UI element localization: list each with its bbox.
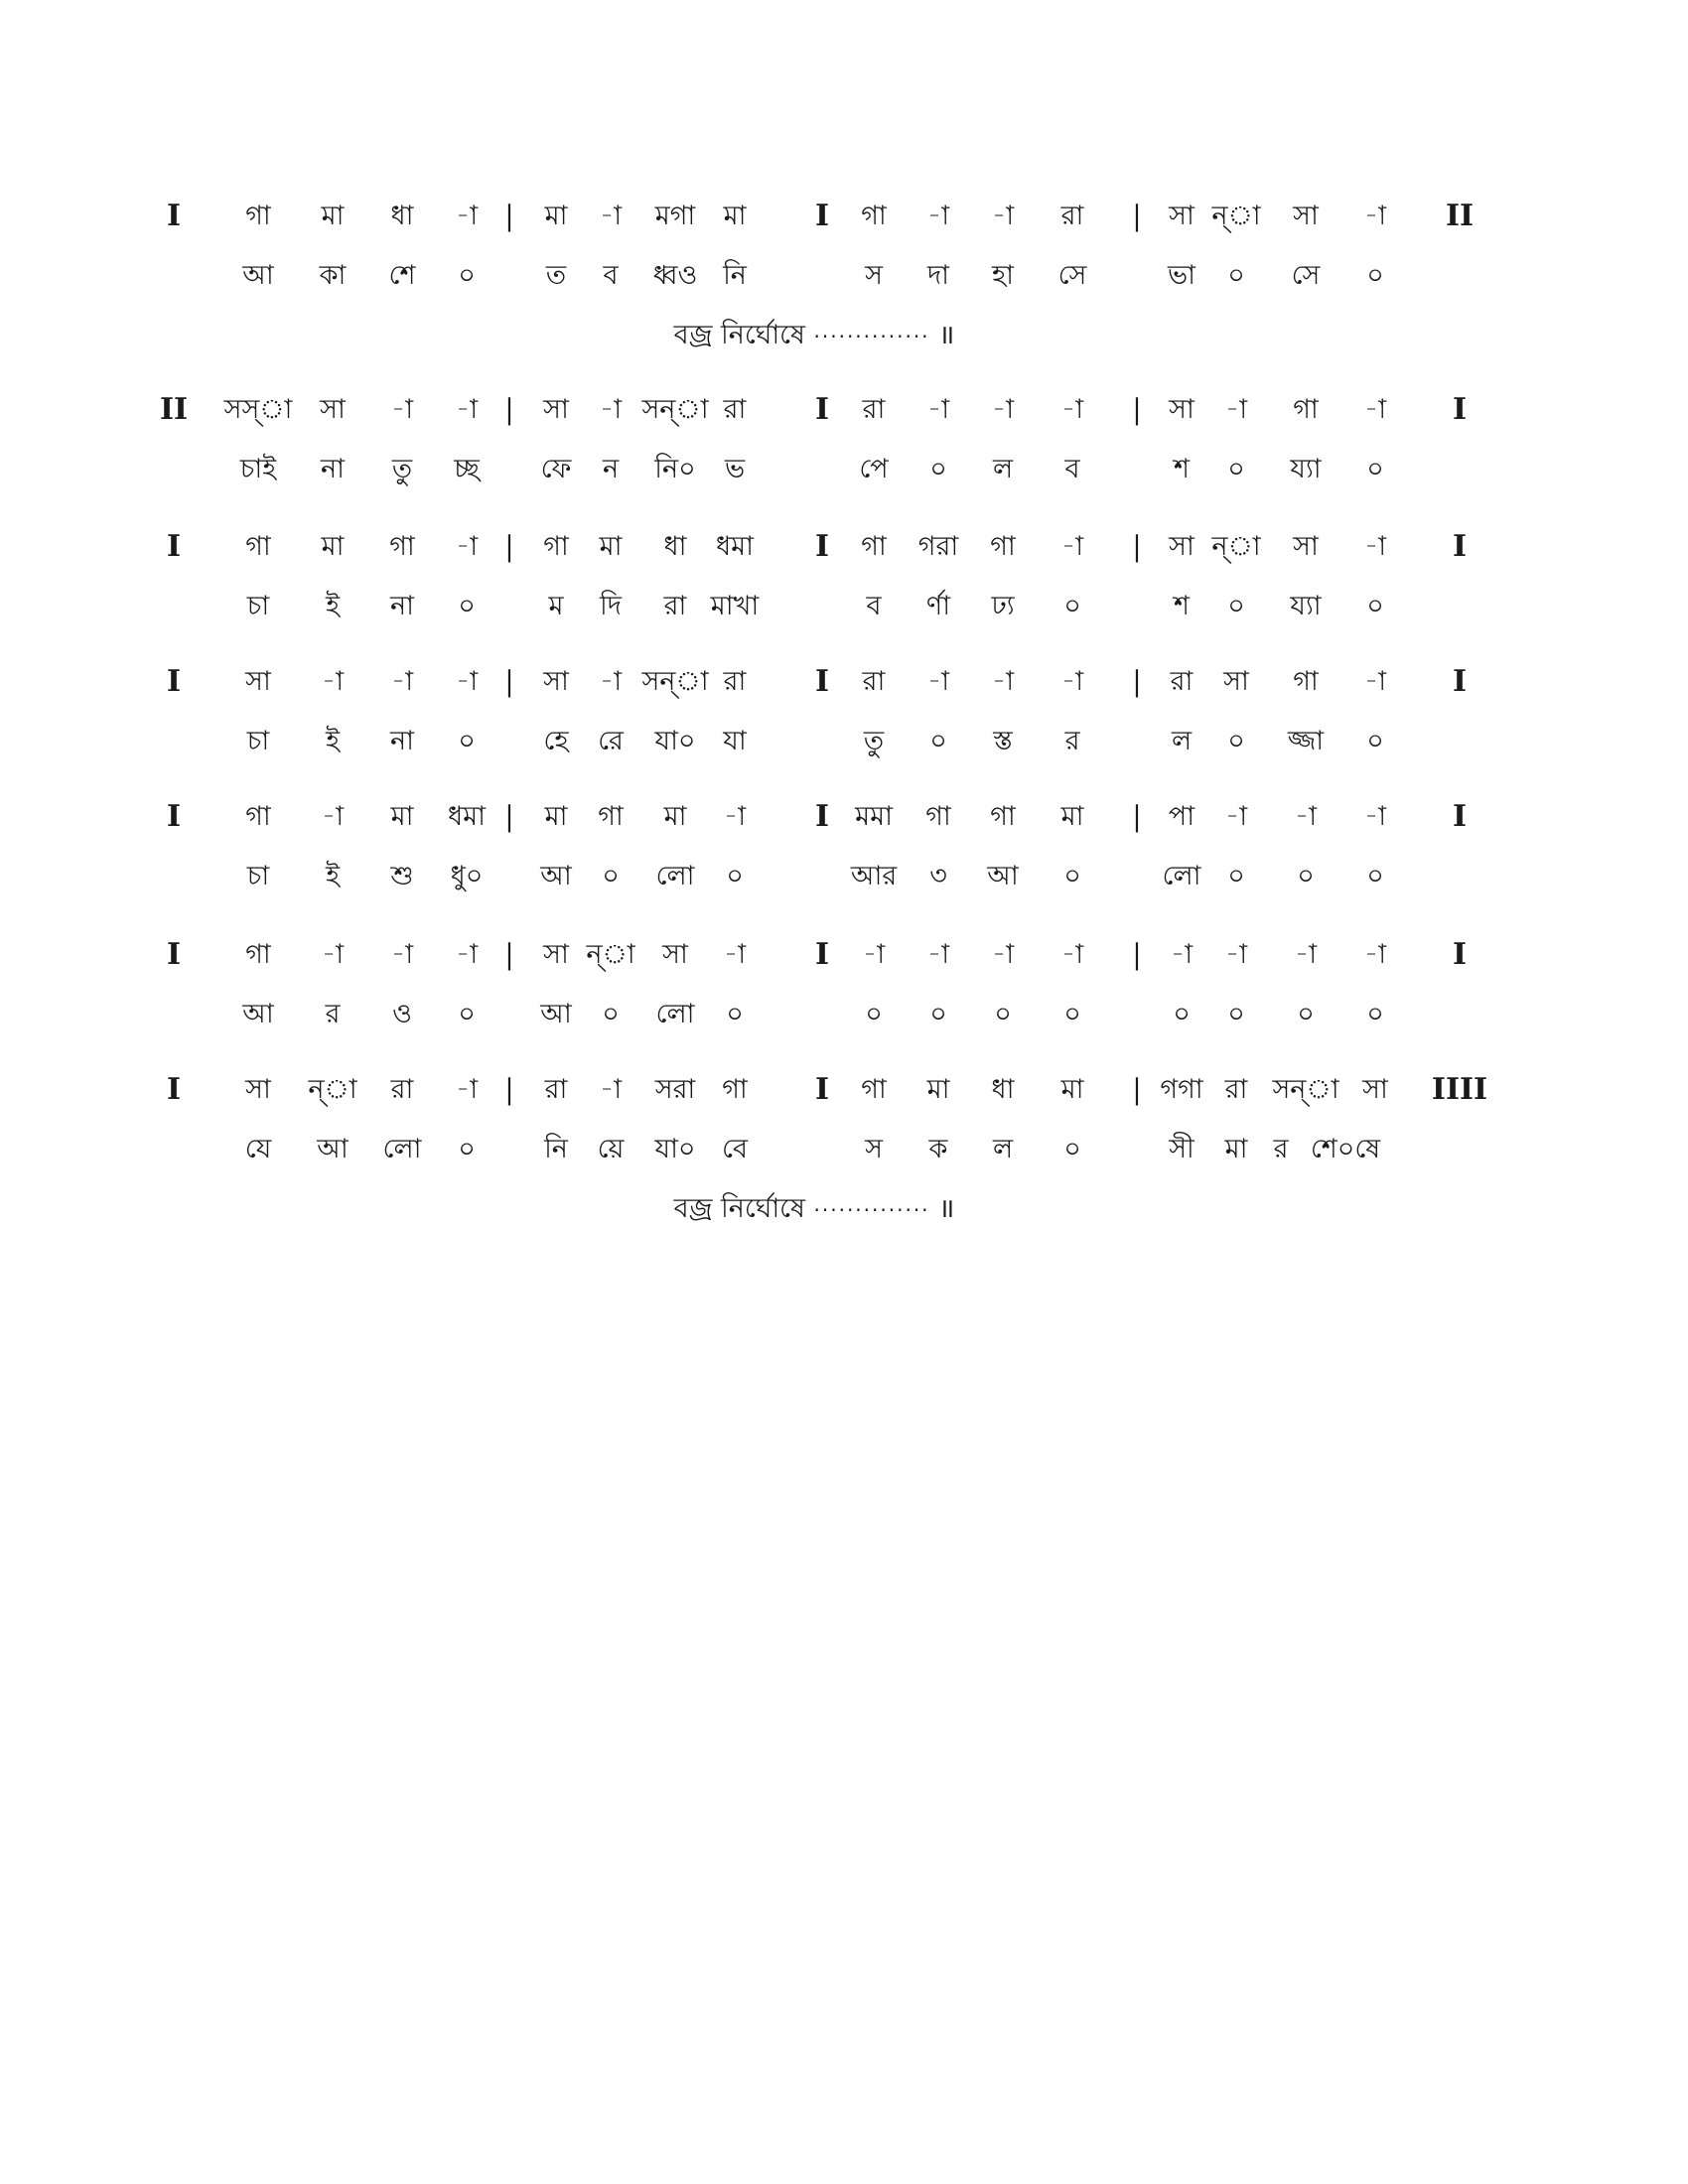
bar-line: | bbox=[1132, 938, 1142, 971]
note: -া bbox=[926, 394, 950, 425]
lyric-syllable: শে০ষে bbox=[1310, 1134, 1381, 1164]
note: মা bbox=[544, 201, 568, 231]
note: গা bbox=[861, 531, 887, 562]
lyric-syllable: সে bbox=[1057, 260, 1087, 291]
bar-line: | bbox=[1132, 393, 1142, 426]
lyric-syllable: মাখা bbox=[710, 591, 760, 621]
note: -া bbox=[321, 801, 345, 832]
bar-line: | bbox=[1132, 665, 1142, 698]
note: গা bbox=[925, 801, 951, 832]
note: -া bbox=[1363, 531, 1387, 562]
note: -া bbox=[1363, 201, 1387, 231]
lyric-syllable: ০ bbox=[602, 861, 620, 891]
lyric-syllable: হে bbox=[543, 726, 569, 756]
note: -া bbox=[599, 394, 623, 425]
lyric-syllable: সী bbox=[1169, 1134, 1195, 1164]
note: গা bbox=[990, 801, 1016, 832]
lyric-syllable: ০ bbox=[1227, 861, 1245, 891]
note: -া bbox=[1060, 531, 1084, 562]
lyric-syllable: চাই bbox=[239, 454, 277, 484]
note: -া bbox=[455, 666, 479, 697]
lyric-syllable: ঢ্য bbox=[991, 591, 1015, 621]
note: -া bbox=[599, 201, 623, 231]
note: মা bbox=[544, 801, 568, 832]
note: -া bbox=[1294, 801, 1318, 832]
bar-line: I bbox=[814, 799, 830, 834]
lyric-syllable: সে bbox=[1291, 260, 1321, 291]
note: গা bbox=[389, 531, 415, 562]
bar-line: I bbox=[1452, 529, 1468, 564]
note: -া bbox=[1363, 939, 1387, 970]
lyric-syllable: নি০ bbox=[654, 454, 696, 484]
lyric-syllable: ল bbox=[992, 454, 1014, 484]
note: গা bbox=[245, 201, 271, 231]
note: ধা bbox=[663, 531, 687, 562]
lyric-syllable: ই bbox=[325, 591, 341, 621]
bar-line: | bbox=[1132, 1073, 1142, 1106]
note: গা bbox=[861, 201, 887, 231]
lyric-line bbox=[0, 722, 1688, 761]
note: -া bbox=[991, 666, 1015, 697]
lyric-syllable: ০ bbox=[929, 454, 947, 484]
note: গা bbox=[1293, 394, 1319, 425]
lyric-syllable: ০ bbox=[929, 999, 947, 1029]
note: মা bbox=[321, 201, 345, 231]
lyric-line bbox=[0, 256, 1688, 296]
lyric-syllable: ব bbox=[866, 591, 882, 621]
note: গা bbox=[598, 801, 624, 832]
lyric-syllable: স্ত bbox=[993, 726, 1013, 756]
note: ধা bbox=[991, 1074, 1015, 1105]
lyric-syllable: ০ bbox=[1366, 999, 1384, 1029]
note: মমা bbox=[855, 801, 893, 832]
note: মা bbox=[390, 801, 414, 832]
lyric-syllable: ০ bbox=[1297, 861, 1315, 891]
note: মা bbox=[1060, 1074, 1084, 1105]
note: -া bbox=[455, 201, 479, 231]
note: মা bbox=[663, 801, 687, 832]
lyric-syllable: ভা bbox=[1168, 260, 1196, 291]
note: রা bbox=[1224, 1074, 1248, 1105]
sargam-line bbox=[0, 527, 1688, 567]
note: সা bbox=[662, 939, 688, 970]
sargam-line bbox=[0, 1070, 1688, 1110]
bar-line: I bbox=[166, 937, 182, 972]
note: -া bbox=[1363, 801, 1387, 832]
bar-line: | bbox=[504, 800, 514, 833]
note: -া bbox=[1060, 394, 1084, 425]
lyric-line bbox=[0, 857, 1688, 896]
lyric-syllable: লো bbox=[655, 999, 695, 1029]
bar-line: II bbox=[1445, 199, 1475, 233]
lyric-syllable: ০ bbox=[1366, 454, 1384, 484]
note: -া bbox=[723, 939, 747, 970]
lyric-syllable: ন bbox=[602, 454, 620, 484]
note: ধমা bbox=[448, 801, 486, 832]
lyric-syllable: আ bbox=[540, 999, 572, 1029]
lyric-syllable: শু bbox=[390, 861, 414, 891]
lyric-syllable: লো bbox=[1162, 861, 1201, 891]
bar-line: I bbox=[814, 937, 830, 972]
lyric-syllable: ফে bbox=[540, 454, 572, 484]
note: গা bbox=[245, 801, 271, 832]
note: -া bbox=[1170, 939, 1194, 970]
lyric-syllable: ০ bbox=[458, 999, 476, 1029]
note: গা bbox=[245, 531, 271, 562]
lyric-syllable: চ্ছ bbox=[454, 454, 480, 484]
lyric-syllable: যা bbox=[723, 726, 747, 756]
lyric-syllable: ০ bbox=[1063, 591, 1081, 621]
note: রা bbox=[862, 666, 886, 697]
note: মগা bbox=[654, 201, 696, 231]
lyric-syllable: ধু০ bbox=[450, 861, 484, 891]
note: সন্া bbox=[1272, 1074, 1339, 1105]
lyric-syllable: বে bbox=[722, 1134, 748, 1164]
note: সা bbox=[1169, 201, 1195, 231]
note: -া bbox=[991, 201, 1015, 231]
lyric-syllable: তু bbox=[391, 454, 413, 484]
lyric-syllable: ব bbox=[603, 260, 619, 291]
note: -া bbox=[926, 201, 950, 231]
refrain-end-mark: ॥ bbox=[938, 320, 955, 350]
lyric-syllable: র bbox=[1064, 726, 1080, 756]
note: -া bbox=[321, 939, 345, 970]
lyric-syllable: ল bbox=[992, 1134, 1014, 1164]
lyric-syllable: চা bbox=[246, 591, 270, 621]
lyric-syllable: আ bbox=[242, 999, 274, 1029]
bar-line: | bbox=[1132, 530, 1142, 563]
note: -া bbox=[455, 531, 479, 562]
note: ন্া bbox=[308, 1074, 357, 1105]
note: গা bbox=[543, 531, 569, 562]
note: মা bbox=[321, 531, 345, 562]
lyric-syllable: চা bbox=[246, 726, 270, 756]
note: গা bbox=[1293, 666, 1319, 697]
bar-line: | bbox=[504, 200, 514, 232]
note: সা bbox=[245, 666, 271, 697]
bar-line: | bbox=[504, 1073, 514, 1106]
note: -া bbox=[862, 939, 886, 970]
note: -া bbox=[455, 939, 479, 970]
note: রা bbox=[1060, 201, 1084, 231]
bar-line: I bbox=[166, 529, 182, 564]
lyric-syllable: শ bbox=[1174, 591, 1190, 621]
lyric-syllable: ০ bbox=[1063, 1134, 1081, 1164]
note: সা bbox=[1169, 394, 1195, 425]
bar-line: | bbox=[504, 393, 514, 426]
note: সস্া bbox=[223, 394, 293, 425]
sargam-line bbox=[0, 662, 1688, 702]
note: -া bbox=[723, 801, 747, 832]
note: সা bbox=[320, 394, 346, 425]
lyric-syllable: ম bbox=[548, 591, 564, 621]
note: -া bbox=[991, 394, 1015, 425]
lyric-line bbox=[0, 450, 1688, 489]
note: গা bbox=[861, 1074, 887, 1105]
bar-line: I bbox=[814, 529, 830, 564]
lyric-syllable: য়ে bbox=[597, 1134, 625, 1164]
note: সন্া bbox=[641, 666, 709, 697]
note: ন্া bbox=[586, 939, 635, 970]
note: সা bbox=[543, 394, 569, 425]
note: রা bbox=[723, 666, 747, 697]
lyric-syllable: ও bbox=[392, 999, 412, 1029]
bar-line: I bbox=[814, 392, 830, 427]
bar-line: | bbox=[1132, 800, 1142, 833]
bar-line: | bbox=[504, 665, 514, 698]
bar-line: I bbox=[1452, 392, 1468, 427]
note: -া bbox=[390, 666, 414, 697]
lyric-syllable: ০ bbox=[1227, 726, 1245, 756]
lyric-syllable: ক bbox=[928, 1134, 948, 1164]
note: -া bbox=[455, 1074, 479, 1105]
lyric-syllable: পে bbox=[859, 454, 889, 484]
lyric-syllable: যা০ bbox=[654, 726, 696, 756]
bar-line: I bbox=[1452, 664, 1468, 699]
lyric-syllable: ০ bbox=[1227, 260, 1245, 291]
lyric-syllable: লো bbox=[655, 861, 695, 891]
note: সা bbox=[543, 939, 569, 970]
bar-line: I bbox=[166, 664, 182, 699]
lyric-syllable: তু bbox=[863, 726, 885, 756]
lyric-syllable: ০ bbox=[726, 999, 744, 1029]
note: -া bbox=[390, 939, 414, 970]
lyric-syllable: ০ bbox=[1063, 999, 1081, 1029]
note: সা bbox=[245, 1074, 271, 1105]
lyric-syllable: য্যা bbox=[1290, 454, 1322, 484]
note: -া bbox=[599, 666, 623, 697]
note: গা bbox=[990, 531, 1016, 562]
note: সা bbox=[543, 666, 569, 697]
note: ন্া bbox=[1211, 531, 1261, 562]
lyric-syllable: ০ bbox=[1366, 591, 1384, 621]
lyric-syllable: ত bbox=[545, 260, 567, 291]
bar-line: I bbox=[814, 1072, 830, 1107]
note: সা bbox=[1169, 531, 1195, 562]
note: রা bbox=[544, 1074, 568, 1105]
note: -া bbox=[926, 939, 950, 970]
note: সা bbox=[1362, 1074, 1388, 1105]
lyric-syllable: রা bbox=[663, 591, 687, 621]
lyric-syllable: ০ bbox=[994, 999, 1012, 1029]
bar-line: I bbox=[166, 1072, 182, 1107]
note: -া bbox=[1224, 801, 1248, 832]
note: -া bbox=[390, 394, 414, 425]
lyric-syllable: হা bbox=[991, 260, 1015, 291]
bar-line: I bbox=[814, 199, 830, 233]
note: মা bbox=[1060, 801, 1084, 832]
bar-line: | bbox=[504, 530, 514, 563]
bar-line: | bbox=[504, 938, 514, 971]
lyric-syllable: ০ bbox=[865, 999, 883, 1029]
refrain-text: বজ্র নির্ঘোষে bbox=[673, 320, 805, 350]
lyric-syllable: লো bbox=[382, 1134, 422, 1164]
sargam-line bbox=[0, 197, 1688, 236]
lyric-syllable: ০ bbox=[1173, 999, 1191, 1029]
lyric-syllable: শে bbox=[388, 260, 416, 291]
note: মা bbox=[926, 1074, 950, 1105]
lyric-syllable: না bbox=[390, 591, 414, 621]
lyric-syllable: ধ্বও bbox=[652, 260, 698, 291]
lyric-syllable: যা০ bbox=[654, 1134, 696, 1164]
lyric-syllable: কা bbox=[319, 260, 347, 291]
note: -া bbox=[321, 666, 345, 697]
lyric-syllable: মা bbox=[1224, 1134, 1248, 1164]
lyric-syllable: না bbox=[390, 726, 414, 756]
note: সা bbox=[1293, 201, 1319, 231]
note: সন্া bbox=[641, 394, 709, 425]
lyric-syllable: আ bbox=[317, 1134, 349, 1164]
note: ধা bbox=[390, 201, 414, 231]
note: ন্া bbox=[1211, 201, 1261, 231]
note: গা bbox=[722, 1074, 748, 1105]
lyric-syllable: ০ bbox=[1366, 726, 1384, 756]
bar-line: I bbox=[814, 664, 830, 699]
refrain-dots: ·············· bbox=[813, 1198, 930, 1222]
note: গরা bbox=[917, 531, 959, 562]
sargam-line bbox=[0, 797, 1688, 837]
lyric-syllable: যে bbox=[244, 1134, 272, 1164]
lyric-syllable: আ bbox=[987, 861, 1019, 891]
lyric-syllable: ল bbox=[1171, 726, 1193, 756]
note: সা bbox=[1293, 531, 1319, 562]
lyric-syllable: ০ bbox=[1297, 999, 1315, 1029]
note: -া bbox=[455, 394, 479, 425]
note: ধমা bbox=[716, 531, 754, 562]
lyric-syllable: ০ bbox=[458, 1134, 476, 1164]
bar-line: I bbox=[166, 199, 182, 233]
note: -া bbox=[991, 939, 1015, 970]
note: -া bbox=[1363, 394, 1387, 425]
lyric-syllable: ৩ bbox=[929, 861, 947, 891]
bar-line: I bbox=[1452, 937, 1468, 972]
note: -া bbox=[1224, 939, 1248, 970]
lyric-syllable: য্যা bbox=[1290, 591, 1322, 621]
lyric-syllable: ভ bbox=[724, 454, 746, 484]
lyric-syllable: ০ bbox=[1227, 591, 1245, 621]
note: -া bbox=[1060, 666, 1084, 697]
lyric-syllable: র্ণা bbox=[925, 591, 951, 621]
bar-line: I bbox=[166, 799, 182, 834]
lyric-syllable: ০ bbox=[1063, 861, 1081, 891]
note: রা bbox=[390, 1074, 414, 1105]
lyric-syllable: ০ bbox=[458, 591, 476, 621]
lyric-syllable: স bbox=[865, 260, 883, 291]
note: -া bbox=[1294, 939, 1318, 970]
note: সা bbox=[1223, 666, 1249, 697]
lyric-syllable: রে bbox=[598, 726, 624, 756]
lyric-syllable: নি bbox=[723, 260, 747, 291]
note: গা bbox=[245, 939, 271, 970]
lyric-syllable: ০ bbox=[726, 861, 744, 891]
note: মা bbox=[599, 531, 623, 562]
lyric-syllable: দি bbox=[600, 591, 622, 621]
note: রা bbox=[862, 394, 886, 425]
lyric-syllable: নি bbox=[544, 1134, 568, 1164]
lyric-syllable: ব bbox=[1064, 454, 1080, 484]
note: রা bbox=[1170, 666, 1194, 697]
lyric-syllable: আ bbox=[242, 260, 274, 291]
bar-line: II bbox=[159, 392, 189, 427]
lyric-syllable: র bbox=[325, 999, 341, 1029]
note: রা bbox=[723, 394, 747, 425]
lyric-syllable: জ্জা bbox=[1287, 726, 1325, 756]
lyric-syllable: ০ bbox=[1227, 999, 1245, 1029]
lyric-syllable: স bbox=[865, 1134, 883, 1164]
sargam-line bbox=[0, 935, 1688, 975]
note: গগা bbox=[1160, 1074, 1203, 1105]
lyric-line bbox=[0, 995, 1688, 1034]
note: -া bbox=[599, 1074, 623, 1105]
lyric-syllable: ০ bbox=[929, 726, 947, 756]
lyric-syllable: ০ bbox=[458, 260, 476, 291]
lyric-syllable: ০ bbox=[1366, 861, 1384, 891]
lyric-syllable: দা bbox=[926, 260, 950, 291]
refrain-line bbox=[674, 1189, 955, 1230]
bar-line: IIII bbox=[1431, 1072, 1488, 1107]
note: -া bbox=[1060, 939, 1084, 970]
lyric-line bbox=[0, 587, 1688, 626]
lyric-syllable: ই bbox=[325, 726, 341, 756]
note: -া bbox=[1363, 666, 1387, 697]
refrain-text: বজ্র নির্ঘোষে bbox=[673, 1193, 805, 1224]
lyric-syllable: আর bbox=[850, 861, 898, 891]
lyric-syllable: না bbox=[321, 454, 345, 484]
refrain-end-mark: ॥ bbox=[938, 1193, 955, 1224]
lyric-syllable: ০ bbox=[1366, 260, 1384, 291]
lyric-syllable: চা bbox=[246, 861, 270, 891]
note: পা bbox=[1168, 801, 1196, 832]
note: -া bbox=[926, 666, 950, 697]
bar-line: | bbox=[1132, 200, 1142, 232]
refrain-line bbox=[674, 316, 955, 356]
note: -া bbox=[1224, 394, 1248, 425]
lyric-line bbox=[0, 1130, 1688, 1169]
note: মা bbox=[723, 201, 747, 231]
lyric-syllable: ০ bbox=[1227, 454, 1245, 484]
lyric-syllable: ই bbox=[325, 861, 341, 891]
note: সরা bbox=[654, 1074, 696, 1105]
refrain-dots: ·············· bbox=[813, 325, 930, 348]
lyric-syllable: ০ bbox=[458, 726, 476, 756]
lyric-syllable: শ bbox=[1174, 454, 1190, 484]
bar-line: I bbox=[1452, 799, 1468, 834]
sargam-line bbox=[0, 390, 1688, 430]
lyric-syllable: আ bbox=[540, 861, 572, 891]
lyric-syllable: র bbox=[1273, 1134, 1289, 1164]
lyric-syllable: ০ bbox=[602, 999, 620, 1029]
